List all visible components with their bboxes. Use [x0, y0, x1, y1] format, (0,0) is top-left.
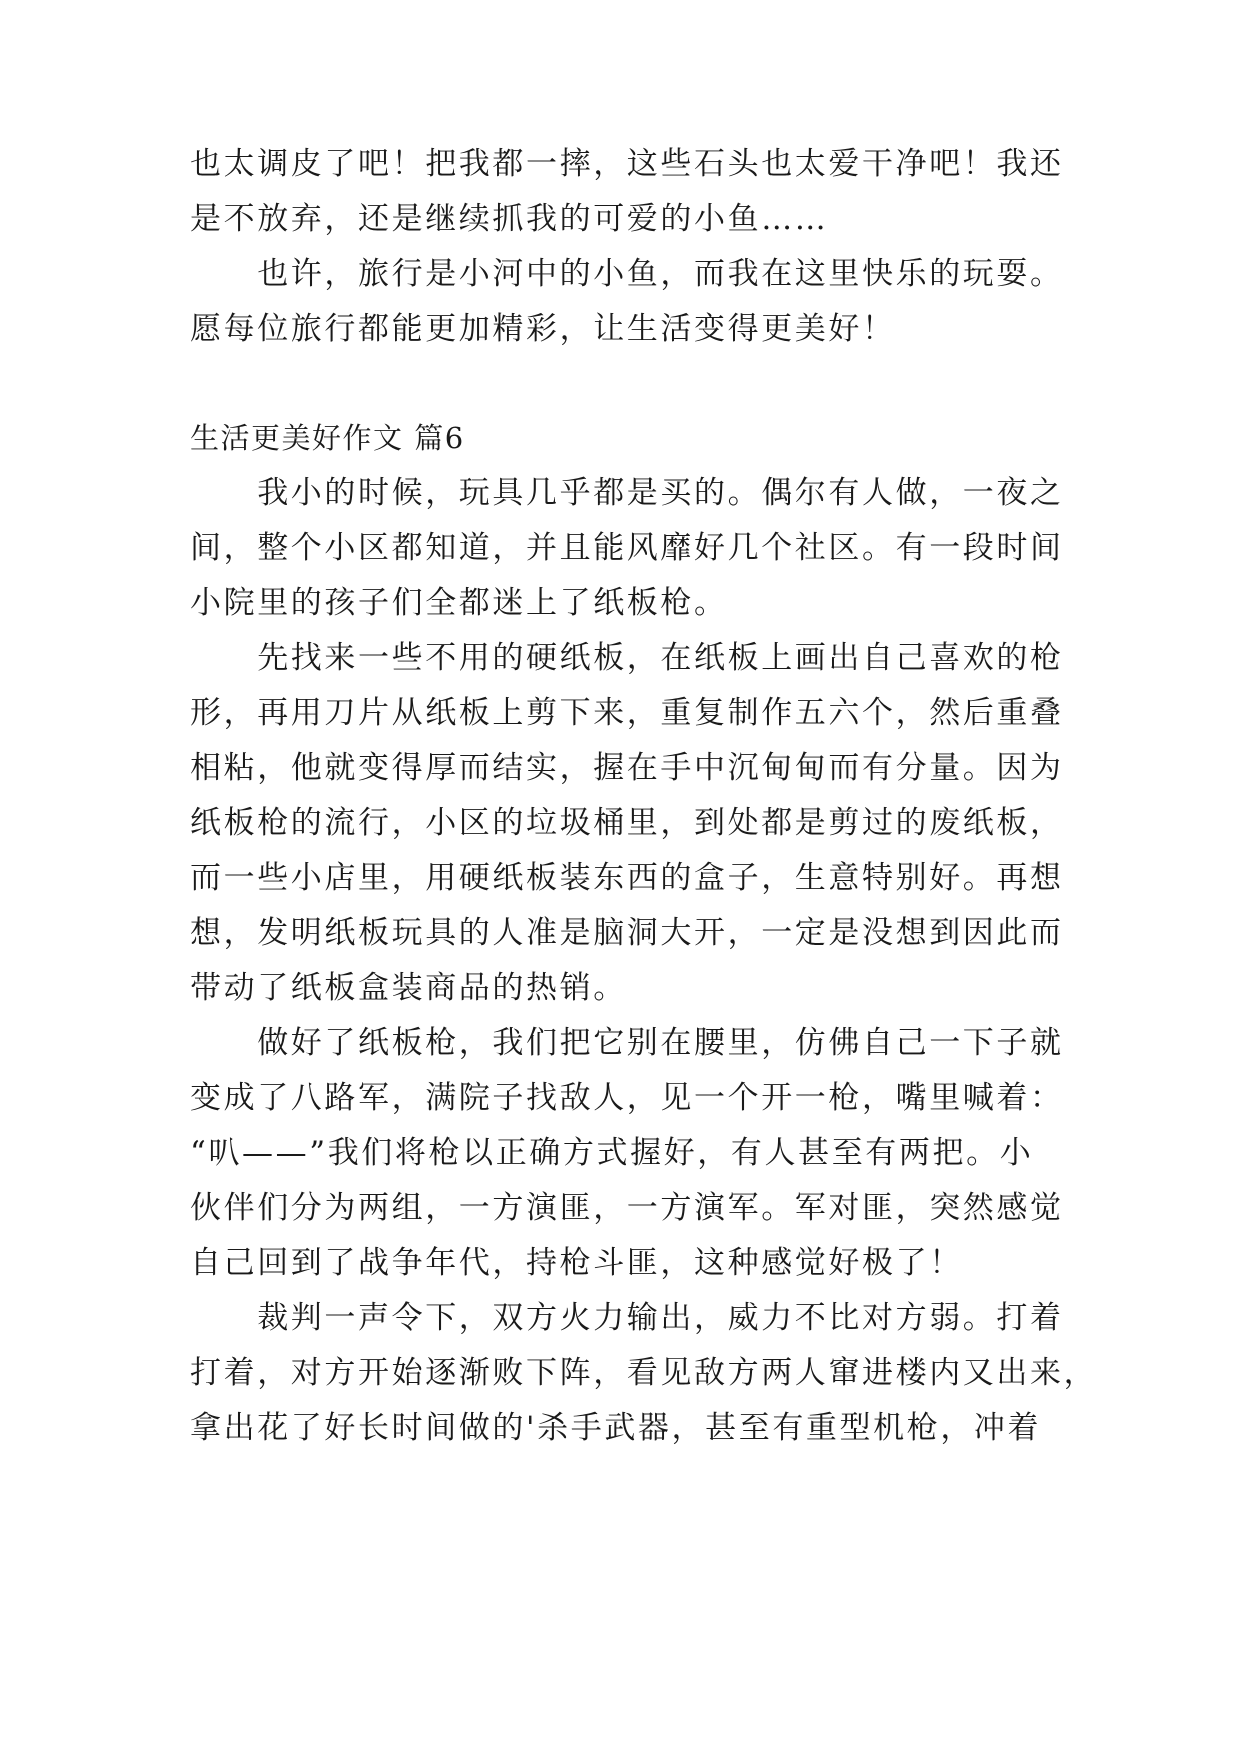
paragraph-line: 小院里的孩子们全都迷上了纸板枪。 — [190, 585, 728, 621]
paragraph-line: 先找来一些不用的硬纸板，在纸板上画出自己喜欢的枪 — [190, 640, 1064, 676]
paragraph-line: 也许，旅行是小河中的小鱼，而我在这里快乐的玩耍。 — [190, 256, 1064, 292]
paragraph-line: 带动了纸板盒装商品的热销。 — [190, 970, 627, 1006]
paragraph-line: 也太调皮了吧！把我都一摔，这些石头也太爱干净吧！我还 — [190, 146, 1064, 182]
paragraph-line: 是不放弃，还是继续抓我的可爱的小鱼…… — [190, 201, 829, 237]
paragraph-line: 拿出花了好长时间做的'杀手武器，甚至有重型机枪，冲着 — [190, 1410, 1042, 1446]
paragraph-line: 伙伴们分为两组，一方演匪，一方演军。军对匪，突然感觉 — [190, 1190, 1064, 1226]
paragraph-line: 自己回到了战争年代，持枪斗匪，这种感觉好极了！ — [190, 1245, 963, 1281]
paragraph-line: 间，整个小区都知道，并且能风靡好几个社区。有一段时间 — [190, 530, 1064, 566]
paragraph-line: 打着，对方开始逐渐败下阵，看见敌方两人窜进楼内又出来， — [190, 1355, 1098, 1391]
paragraph-line: 而一些小店里，用硬纸板装东西的盒子，生意特别好。再想 — [190, 860, 1064, 896]
paragraph-line: “叭——”我们将枪以正确方式握好，有人甚至有两把。小 — [190, 1135, 1034, 1171]
paragraph-line: 形，再用刀片从纸板上剪下来，重复制作五六个，然后重叠 — [190, 695, 1064, 731]
paragraph-line: 相粘，他就变得厚而结实，握在手中沉甸甸而有分量。因为 — [190, 750, 1064, 786]
paragraph-line: 变成了八路军，满院子找敌人，见一个开一枪，嘴里喊着： — [190, 1080, 1064, 1116]
paragraph-line: 裁判一声令下，双方火力输出，威力不比对方弱。打着 — [190, 1300, 1064, 1336]
paragraph-line: 想，发明纸板玩具的人准是脑洞大开，一定是没想到因此而 — [190, 915, 1064, 951]
paragraph-line: 愿每位旅行都能更加精彩，让生活变得更美好！ — [190, 311, 896, 347]
section-heading: 生活更美好作文 篇6 — [190, 421, 465, 455]
paragraph-line: 做好了纸板枪，我们把它别在腰里，仿佛自己一下子就 — [190, 1025, 1064, 1061]
paragraph-line: 纸板枪的流行，小区的垃圾桶里，到处都是剪过的废纸板， — [190, 805, 1064, 841]
paragraph-line: 我小的时候，玩具几乎都是买的。偶尔有人做，一夜之 — [190, 475, 1064, 511]
